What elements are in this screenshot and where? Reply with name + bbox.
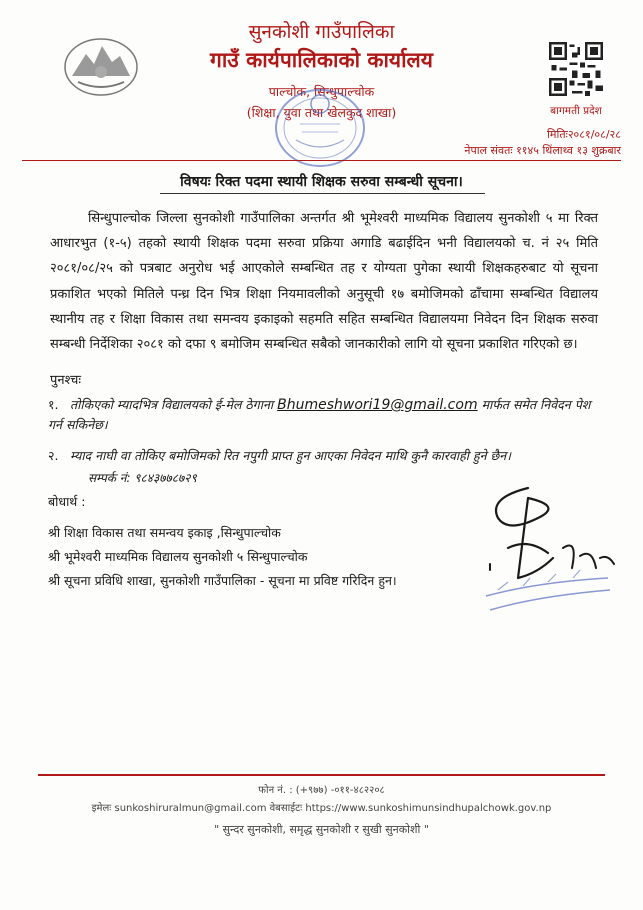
school-email-link[interactable]: Bhumeshwori19@gmail.com	[277, 397, 478, 413]
footer-divider	[38, 774, 605, 776]
subject-underline	[160, 193, 485, 194]
signature-icon	[468, 478, 618, 618]
cc-item: श्री शिक्षा विकास तथा समन्वय इकाइ ,सिन्धुपाल्चोक	[48, 525, 281, 540]
office-name: गाउँ कार्यपालिकाको कार्यालय	[210, 48, 433, 72]
office-location: पाल्चोक, सिन्धुपाल्चोक	[268, 84, 375, 99]
province-label: बागमती प्रदेश	[550, 105, 602, 117]
contact-number: सम्पर्क नं: ९८४३७७८७२९	[88, 471, 197, 485]
cc-item: श्री भूमेश्वरी माध्यमिक विद्यालय सुनकोशी ५ सिन्धुपाल्चोक	[48, 549, 308, 564]
item-text: मार्फत समेत निवेदन पेश गर्न सकिनेछ।	[48, 397, 591, 432]
footer-email-website: इमेलः sunkoshiruralmun@gmail.com वेबसाईटः https://www.sunkoshimunsindhupalchowk.gov.np	[91, 803, 552, 814]
municipality-name: सुनकोशी गाउँपालिका	[248, 21, 395, 43]
postscript-label: पुनश्चः	[50, 373, 82, 388]
notice-body: सिन्धुपाल्चोक जिल्ला सुनकोशी गाउँपालिका अन्तर्गत श्री भूमेश्वरी माध्यमिक विद्यालय सुनकोशी ५ मा रिक्त आधारभुत (१-५) तहको स्थायी शिक्षक पदमा सरुवा प्रक्रिया अगाडि बढाईदिन भनी विद्यालयको च. नं २५ मिति २०८१/०८/२५ को पत्रबाट अनुरोध भई आएकोले सम्बन्धित तह र योग्यता पुगेका स्थायी शिक्षकहरुबाट यो सूचना प्रकाशित भएको मितिले पन्ध्र दिन भित्र शिक्षा नियमावलीको अनुसूची १७ बमोजिमको ढाँचामा सम्बन्धित विद्यालय स्थानीय तह र शिक्षा विकास तथा समन्वय इकाइको सहमति सहित सम्बन्धित विद्यालयमा निवेदन दिन शिक्षक सरुवा सम्बन्धी निर्देशिका २०८१ को दफा ९ बमोजिम सम्बन्धित सबैको जानकारीको लागि यो सूचना प्रकाशित गरिएको छ।	[50, 211, 598, 353]
item-number: २.	[48, 448, 59, 463]
item-number: १.	[48, 397, 59, 412]
date-field: मितिः२०८१/०८/२८	[547, 128, 621, 141]
notice-subject: विषयः रिक्त पदमा स्थायी शिक्षक सरुवा सम्बन्धी सूचना।	[180, 174, 463, 190]
postscript-item-2	[48, 446, 608, 466]
qr-code-icon	[549, 42, 603, 96]
footer-motto: " सुन्दर सुनकोशी, समृद्ध सुनकोशी र सुखी सुनकोशी "	[214, 823, 429, 836]
office-stamp-icon	[268, 80, 372, 176]
postscript-item-1	[48, 395, 608, 435]
item-text: तोकिएको म्यादभित्र विद्यालयको ई-मेल ठेगाना	[70, 397, 278, 412]
nepal-sambat-date: नेपाल संवतः ११४५ थिंलाथ्व १३ शुक्रबार	[464, 144, 621, 157]
cc-label: बोधार्थ :	[48, 494, 86, 509]
footer-phone: फोन नं. : (+९७७) -०११-४८२२०८	[258, 785, 385, 796]
item-text: म्याद नाघी वा तोकिए बमोजिमको रित नपुगी प्राप्त हुन आएका निवेदन माथि कुनै कारवाही हुने छैन।	[70, 448, 511, 463]
cc-item: श्री सूचना प्रविधि शाखा, सुनकोशी गाउँपालिका - सूचना मा प्रविष्ट गरिदिन हुन।	[48, 573, 397, 588]
section-name: (शिक्षा, युवा तथा खेलकुद शाखा)	[246, 105, 397, 120]
header-divider	[22, 160, 621, 161]
